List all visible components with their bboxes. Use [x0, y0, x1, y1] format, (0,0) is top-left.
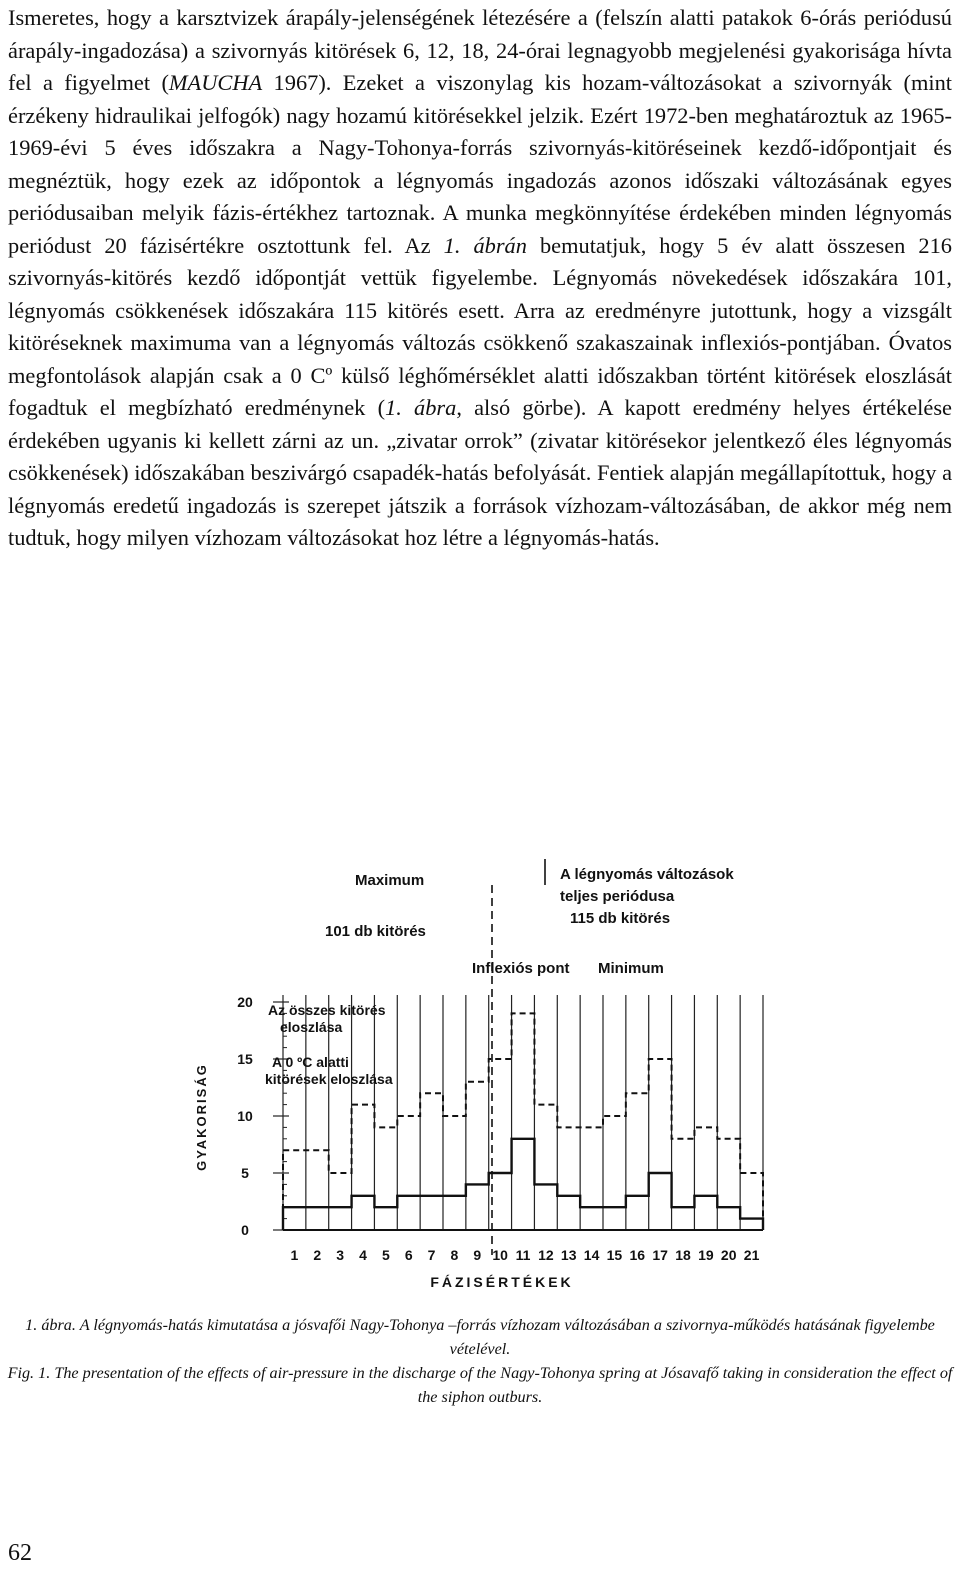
chart-series	[283, 1013, 763, 1230]
x-tick-label: 12	[538, 1247, 554, 1263]
bar-series2-cat2	[306, 1207, 329, 1230]
body-paragraph	[8, 2, 952, 555]
bar-series2-cat13	[557, 1196, 580, 1230]
label-all-2: eloszlása	[280, 1019, 343, 1035]
y-tick-label: 20	[237, 994, 253, 1010]
y-axis-label: GYAKORISÁG	[194, 1063, 209, 1171]
x-tick-label: 11	[515, 1247, 531, 1263]
bar-series2-cat3	[329, 1207, 352, 1230]
x-tick-label: 18	[675, 1247, 691, 1263]
x-tick-label: 4	[359, 1247, 367, 1263]
x-tick-label: 17	[652, 1247, 668, 1263]
body-text-run: 1. ábra	[385, 395, 457, 420]
page-number: 62	[8, 1540, 32, 1566]
x-axis-label: FÁZISÉRTÉKEK	[430, 1274, 574, 1290]
body-text-run: bemutatjuk, hogy 5 év alatt összesen 216 szivornyás-kitörés kezdő időpontját vettük figyelembe. Légnyomás növekedések időszakára 101, légnyomás csökkenések időszakára 115 kitörés esett. Arra az eredményre jutottunk, hogy a vizsgált kitöréseknek maximuma van a légnyomás változás csökkenő szakaszainak inflexiós-pontjában. Óvatos megfontolások alapján csak a 0 Cº külső léghőmérséklet alatti időszakban történt kitörések eloszlását fogadtuk el megbízható eredménynek (	[8, 232, 952, 420]
bar-series2-cat5	[374, 1207, 397, 1230]
bar-series2-cat8	[443, 1196, 466, 1230]
x-tick-label: 6	[404, 1247, 413, 1263]
x-tick-label: 9	[473, 1247, 482, 1263]
bar-series2-cat4	[352, 1196, 375, 1230]
x-tick-label: 7	[427, 1247, 436, 1263]
label-below0-1: A 0 ºC alatti	[272, 1054, 349, 1070]
body-text-run: 1967). Ezeket a viszonylag kis hozam-változásokat a szivornyák (mint érzékeny hidraulikai jelfogók) nagy hozamú kitörésekkel jelzik. Ezért 1972-ben meghatároztuk az 1965-1969-évi 5 éves időszakra a Nagy-Tohonya-forrás szivornyás-kitöréseinek kezdő-időpontjait és megnéztük, hogy ezek az időpontok a légnyomás ingadozás azonos időszaki változásának egyes periódusaiban melyik fázis-értékhez tartoznak. A munka megkönnyítése érdekében minden légnyomás periódust 20 fázisértékre osztottunk fel. Az	[8, 70, 953, 258]
x-tick-label: 20	[720, 1247, 737, 1263]
y-tick-label: 15	[237, 1051, 253, 1067]
bar-series2-cat17	[649, 1173, 672, 1230]
label-101: 101 db kitörés	[325, 923, 426, 940]
label-period-2: teljes periódusa	[560, 888, 675, 905]
bar-series2-cat9	[466, 1184, 489, 1230]
label-all-1: Az összes kitörés	[268, 1002, 386, 1018]
x-tick-label: 19	[698, 1247, 714, 1263]
bar-series2-cat14	[580, 1207, 603, 1230]
body-text-run: 1. ábrán	[443, 232, 527, 258]
x-tick-label: 8	[450, 1247, 459, 1263]
label-inflexion: Inflexiós pont	[472, 960, 570, 977]
phase-frequency-chart	[180, 855, 780, 1305]
bar-series2-cat7	[420, 1196, 443, 1230]
y-tick-label: 10	[237, 1108, 253, 1124]
bar-series2-cat12	[534, 1184, 557, 1230]
label-minimum: Minimum	[598, 960, 664, 977]
x-tick-label: 13	[560, 1247, 577, 1263]
x-tick-label: 16	[629, 1247, 646, 1263]
bar-series2-cat19	[694, 1196, 717, 1230]
x-tick-label: 1	[290, 1247, 299, 1263]
bar-series2-cat6	[397, 1196, 420, 1230]
figure-caption	[0, 1313, 960, 1409]
caption-english: Fig. 1. The presentation of the effects of air-pressure in the discharge of the Nagy-Tohonya spring at Jósavafő taking in consideration the effect of the siphon outburs.	[7, 1364, 953, 1406]
bar-series2-cat21	[740, 1219, 763, 1230]
bar-series2-cat20	[717, 1207, 740, 1230]
body-text-run: Ismeretes, hogy a karsztvizek árapály-jelenségének létezésére a (felszín alatti patakok 6-órás periódusú árapály-ingadozása) a szivornyás kitörések 6, 12, 18, 24-órai legnagyobb megjelenési gyakorisága hívta fel a figyelmet (	[8, 5, 952, 95]
bar-series2-cat18	[672, 1207, 695, 1230]
bar-series2-cat1	[283, 1207, 306, 1230]
body-text-run: , alsó görbe). A kapott eredmény helyes értékelése érdekében ugyanis ki kellett zárni az un. „zivatar orrok” (zivatar kitörésekor jelentkező éles légnyomás csökkenések) időszakában beszivárgó csapadék-hatás befolyását. Fentiek alapján megállapítottuk, hogy a légnyomás eredetű ingadozás is szerepet játszik a források vízhozam-változásában, de akkor még nem tudtuk, hogy milyen vízhozam változásokat hoz létre a légnyomás-hatás.	[8, 395, 953, 550]
label-period-1: A légnyomás változások	[560, 866, 734, 883]
body-text-run: MAUCHA	[168, 70, 263, 95]
caption-hungarian: 1. ábra. A légnyomás-hatás kimutatása a jósvafői Nagy-Tohonya –forrás vízhozam változásában a szivornya-működés hatásának figyelembe vételével.	[25, 1316, 935, 1358]
x-tick-label: 3	[336, 1247, 345, 1263]
bar-series2-cat11	[512, 1139, 535, 1230]
x-tick-label: 14	[583, 1247, 600, 1263]
x-tick-label: 2	[313, 1247, 322, 1263]
label-below0-2: kitörések eloszlása	[265, 1071, 393, 1087]
y-tick-label: 5	[241, 1165, 249, 1181]
x-tick-label: 15	[606, 1247, 623, 1263]
figure-1	[180, 855, 780, 1305]
bar-series2-cat15	[603, 1207, 626, 1230]
bar-series2-cat16	[626, 1196, 649, 1230]
y-tick-label: 0	[241, 1222, 249, 1238]
label-maximum: Maximum	[355, 872, 425, 889]
label-period-3: 115 db kitörés	[570, 910, 671, 927]
x-tick-label: 21	[743, 1247, 760, 1263]
x-tick-label: 10	[492, 1247, 508, 1263]
x-tick-label: 5	[381, 1247, 390, 1263]
